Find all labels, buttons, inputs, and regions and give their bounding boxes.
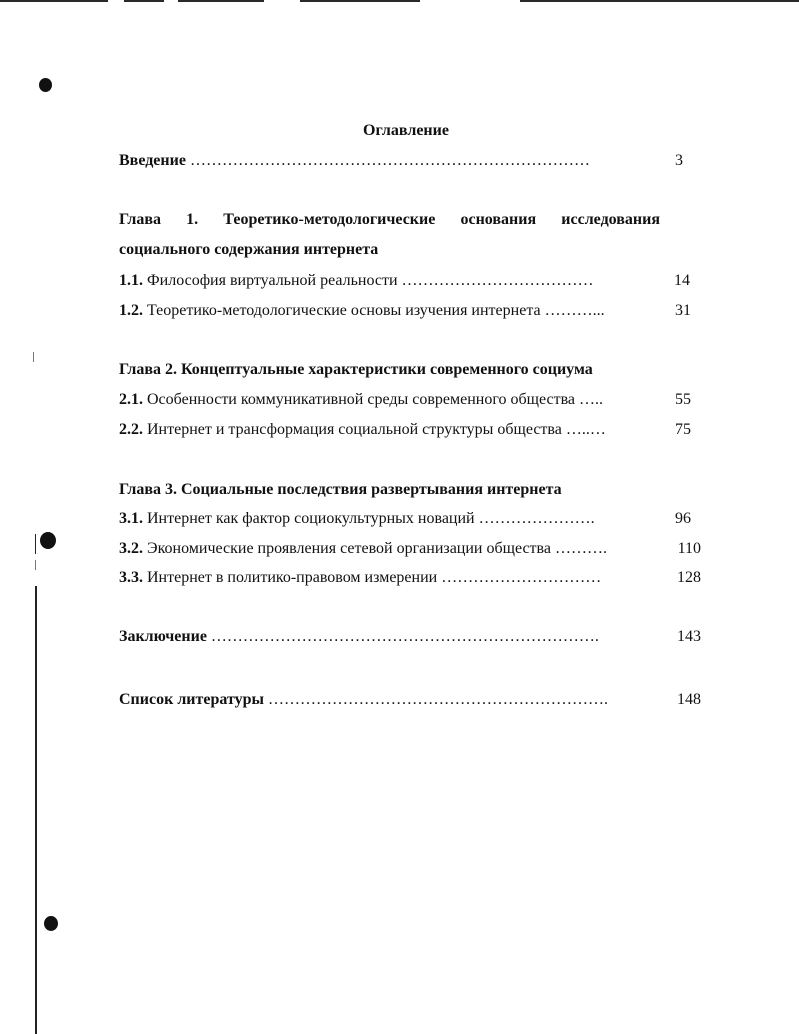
toc-leader-dots: ………………………………………………………. <box>268 691 608 708</box>
toc-page-number: 128 <box>677 569 701 586</box>
toc-page-number: 14 <box>674 272 690 289</box>
binding-edge-line <box>35 534 36 554</box>
toc-entry-label: Введение <box>119 152 186 169</box>
toc-page-number: 110 <box>677 540 701 557</box>
section-title: Философия виртуальной реальности <box>147 272 398 289</box>
scan-edge-segment <box>300 0 420 2</box>
toc-entry-section <box>119 271 701 291</box>
toc-leader-dots: …..… <box>565 421 606 438</box>
toc-entry-label: Заключение <box>119 628 207 645</box>
toc-entry-label: Список литературы <box>119 691 264 708</box>
section-number: 1.2. <box>119 302 143 319</box>
scan-top-edge <box>0 0 799 6</box>
toc-entry-section <box>119 390 701 410</box>
chapter-title: Глава 1. Теоретико-методологические основания исследования <box>119 211 660 228</box>
section-title: Экономические проявления сетевой организации общества <box>147 540 551 557</box>
toc-page-number: 148 <box>677 691 701 708</box>
toc-chapter-heading <box>119 355 679 385</box>
scan-speck <box>35 560 36 570</box>
toc-entry-section <box>119 539 701 559</box>
toc-entry-bibliography <box>119 690 701 710</box>
page-title: Оглавление <box>363 122 449 139</box>
section-number: 2.2. <box>119 421 143 438</box>
toc-entry-section <box>119 568 701 588</box>
toc-entry-section <box>119 420 701 440</box>
section-number: 3.3. <box>119 569 143 586</box>
toc-page-number: 3 <box>675 152 683 169</box>
scan-edge-segment <box>520 0 799 2</box>
scan-edge-segment <box>178 0 264 2</box>
toc-leader-dots: ……………………………… <box>401 272 594 289</box>
toc-leader-dots: ………………………………………………………………. <box>210 628 599 645</box>
binding-edge-line <box>35 586 37 1034</box>
section-number: 3.1. <box>119 510 143 527</box>
toc-entry-conclusion <box>119 627 701 647</box>
toc-entry-section <box>119 301 701 321</box>
toc-chapter-heading <box>119 475 679 505</box>
section-title: Интернет как фактор социокультурных новаций <box>147 510 475 527</box>
toc-entry-intro <box>119 151 701 171</box>
section-title: Интернет и трансформация социальной структуры общества <box>147 421 562 438</box>
section-number: 3.2. <box>119 540 143 557</box>
section-number: 1.1. <box>119 272 143 289</box>
toc-leader-dots: ………………………………………………………………… <box>189 152 590 169</box>
punch-hole-mark <box>39 78 52 92</box>
toc-page-number: 75 <box>675 421 691 438</box>
section-title: Интернет в политико-правовом измерении <box>147 569 438 586</box>
chapter-title: Глава 2. Концептуальные характеристики современного социума <box>119 361 593 378</box>
chapter-title: Глава 3. Социальные последствия развертывания интернета <box>119 481 562 498</box>
toc-entry-section <box>119 509 701 529</box>
chapter-title-continued: социального содержания интернета <box>119 241 379 258</box>
toc-page-number: 96 <box>675 510 691 527</box>
toc-page-number: 31 <box>675 302 691 319</box>
section-number: 2.1. <box>119 391 143 408</box>
punch-hole-mark <box>40 532 56 549</box>
toc-leader-dots: ….. <box>579 391 604 408</box>
scan-edge-segment <box>124 0 164 2</box>
punch-hole-mark <box>44 916 58 931</box>
scan-edge-segment <box>0 0 108 2</box>
section-title: Теоретико-методологические основы изучения интернета <box>147 302 541 319</box>
toc-page-number: 55 <box>675 391 691 408</box>
toc-leader-dots: ………………………… <box>441 569 602 586</box>
section-title: Особенности коммуникативной среды современного общества <box>147 391 576 408</box>
toc-leader-dots: …………………. <box>478 510 595 527</box>
toc-leader-dots: ………. <box>554 540 607 557</box>
toc-page-number: 143 <box>677 628 701 645</box>
toc-chapter-heading <box>119 205 660 265</box>
toc-leader-dots: ………... <box>544 302 605 319</box>
scan-speck <box>33 352 34 362</box>
